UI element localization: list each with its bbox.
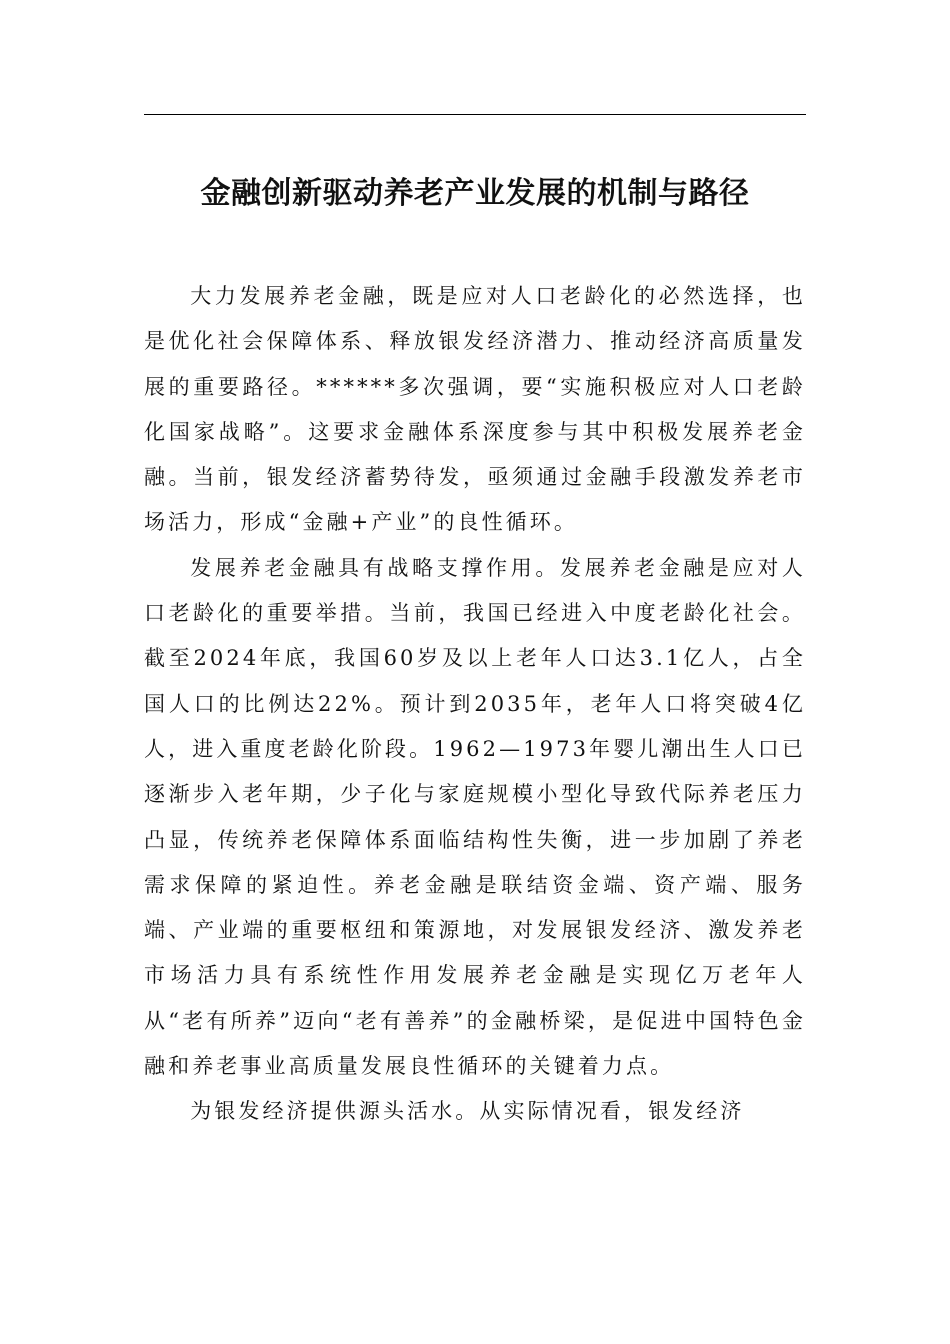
paragraph: 为银发经济提供源头活水。从实际情况看，银发经济 bbox=[190, 1099, 745, 1124]
document-title: 金融创新驱动养老产业发展的机制与路径 bbox=[200, 176, 750, 211]
header-rule bbox=[144, 114, 806, 115]
paragraph: 大力发展养老金融，既是应对人口老龄化的必然选择，也是优化社会保障体系、释放银发经济潜力、推动经济高质量发展的重要路径。******多次强调，要“实施积极应对人口老龄化国家战略”。这要求金融体系深度参与其中积极发展养老金融。当前，银发经济蓄势待发，亟须通过金融手段激发养老市场活力，形成“金融+产业”的良性循环。 bbox=[144, 284, 806, 535]
document-body bbox=[144, 274, 806, 1135]
paragraph: 发展养老金融具有战略支撑作用。发展养老金融是应对人口老龄化的重要举措。当前，我国已经进入中度老龄化社会。截至2024年底，我国60岁及以上老年人口达3.1亿人，占全国人口的比例达22%。预计到2035年，老年人口将突破4亿人，进入重度老龄化阶段。1962—1973年婴儿潮出生人口已逐渐步入老年期，少子化与家庭规模小型化导致代际养老压力凸显，传统养老保障体系面临结构性失衡，进一步加剧了养老需求保障的紧迫性。养老金融是联结资金端、资产端、服务端、产业端的重要枢纽和策源地，对发展银发经济、激发养老市场活力具有系统性作用发展养老金融是实现亿万老年人从“老有所养”迈向“老有善养”的金融桥梁，是促进中国特色金融和养老事业高质量发展良性循环的关键着力点。 bbox=[144, 555, 806, 1079]
